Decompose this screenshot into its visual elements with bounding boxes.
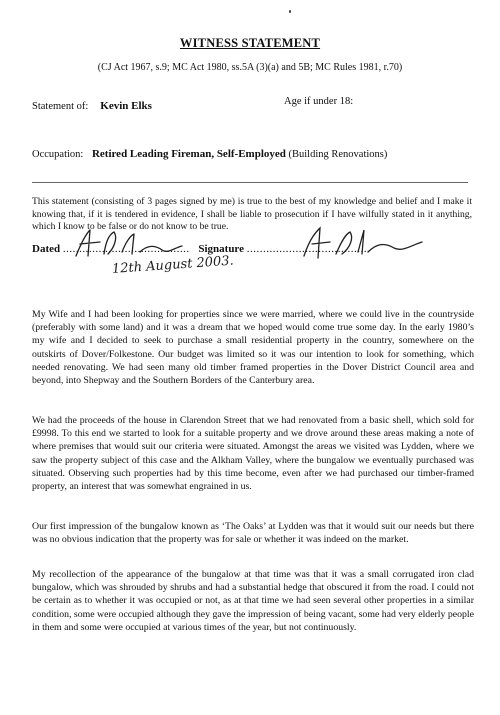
occupation-value: Retired Leading Fireman, Self-Employed	[91, 148, 286, 160]
body-paragraph: We had the proceeds of the house in Clarendon Street that we had renovated from a basic shell, which sold for £9998. To this end we started to look for a suitable property and we drove around these areas making a note of where premises that would suit our criteria were situated. Amongst the areas we visited was Lydden, where we saw the property subject of this case and the Alkham Valley, where the bungalow we eventually purchased was situated. Observing such properties had by this time become, even after we had purchased our timber-framed property, an interest that was somewhat engrained in us.	[32, 415, 474, 493]
statement-of-label: Statement of:	[32, 101, 89, 112]
section-divider	[32, 182, 468, 183]
declaration-text: This statement (consisting of 3 pages signed by me) is true to the best of my knowledge and belief and I make it knowing that, if it is tendered in evidence, I shall be liable to prosecution if I have wilfully stated in it anything, which I know to be false or do not know to be true.	[32, 196, 472, 233]
signature-dotted-line: ......................................	[246, 243, 371, 255]
body-paragraph: My recollection of the appearance of the bungalow at that time was that it was a small corrugated iron clad bungalow, which was shrouded by shrubs and had a substantial hedge that obscured it from the road. I could not be certain as to whether it was occupied or not, as at that time we had seen several other properties in a similar condition, some were occupied although they gave the impression of being vacant, some had very elderly people in them and some were occupied at various times of the year, but not continuously.	[32, 569, 474, 633]
occupation-label: Occupation:	[32, 149, 84, 160]
dated-label: Dated	[32, 243, 61, 255]
document-title: WITNESS STATEMENT	[179, 36, 321, 50]
witness-name: Kevin Elks	[100, 100, 152, 112]
scan-speck	[289, 10, 291, 13]
occupation-row	[32, 148, 472, 160]
signature-label: Signature	[198, 243, 244, 255]
occupation-note: (Building Renovations)	[288, 149, 388, 160]
age-label: Age if under 18:	[284, 96, 354, 107]
handwritten-date: 12th August 2003.	[111, 253, 235, 277]
body-paragraph: Our first impression of the bungalow known as ‘The Oaks’ at Lydden was that it would suit our needs but there was no obvious indication that the property was for sale or whether it was indeed on the market.	[32, 521, 474, 546]
statement-of-row	[32, 96, 472, 114]
legal-citation: (CJ Act 1967, s.9; MC Act 1980, ss.5A (3)(a) and 5B; MC Rules 1981, r.70)	[97, 62, 403, 73]
body-paragraph: My Wife and I had been looking for properties since we were married, where we could live in the countryside (preferably with some land) and it was a dream that we hoped would come true some day. In the early 1980’s my wife and I decided to seek to purchase a small residential property in the country, somewhere on the outskirts of Dover/Folkestone. Our budget was limited so it was our intention to look for something, which needed renovating. We had seen many old timber framed properties in the Dover District Council area and beyond, into Shepway and the Southern Borders of the Canterbury area.	[32, 309, 474, 387]
dated-dotted-line: .......................................	[62, 243, 190, 255]
handwritten-initials-dated	[70, 226, 190, 262]
handwritten-signature	[298, 224, 428, 262]
